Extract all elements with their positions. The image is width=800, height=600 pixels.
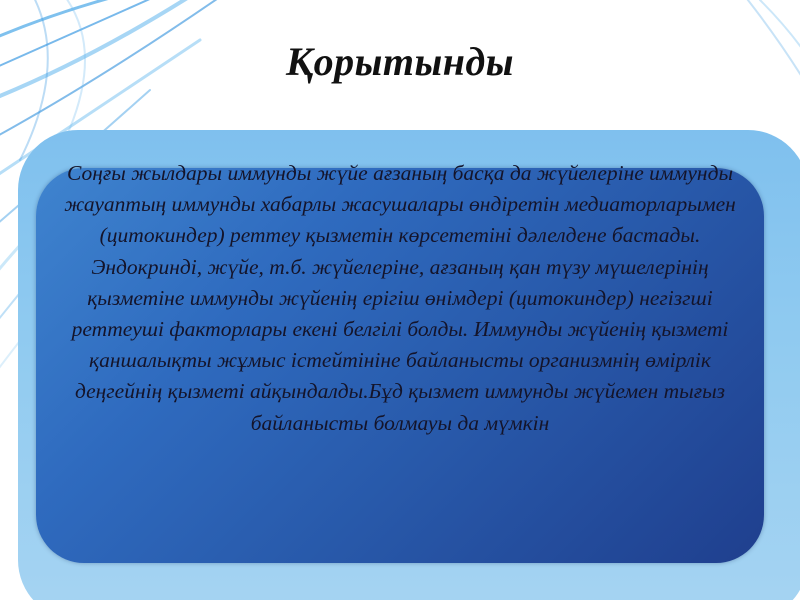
- slide-title: Қорытынды: [285, 39, 515, 84]
- slide-body-text: Соңғы жылдары иммунды жүйе ағзаның басқа да жүйелеріне иммунды жауаптың иммунды хабарлы жасушалары өндіретін медиаторларымен (цитокиндер) реттеу қызметін көрсететіні дәлелдене бастады. Эндокринді, жүйе, т.б. жүйелеріне, ағзаның қан түзу мүшелерінің қызметіне иммунды жүйенің ерігіш өнімдері (цитокиндер) негізгші реттеуші факторлары екені белгілі болды. Иммунды жүйенің қызметі қаншалықты жұмыс істейтініне байланысты организмнің өмірлік деңгейнің қызметі айқындалды.Бұд қызмет иммунды жүйемен тығыз байланысты болмауы да мүмкін: [64, 161, 736, 435]
